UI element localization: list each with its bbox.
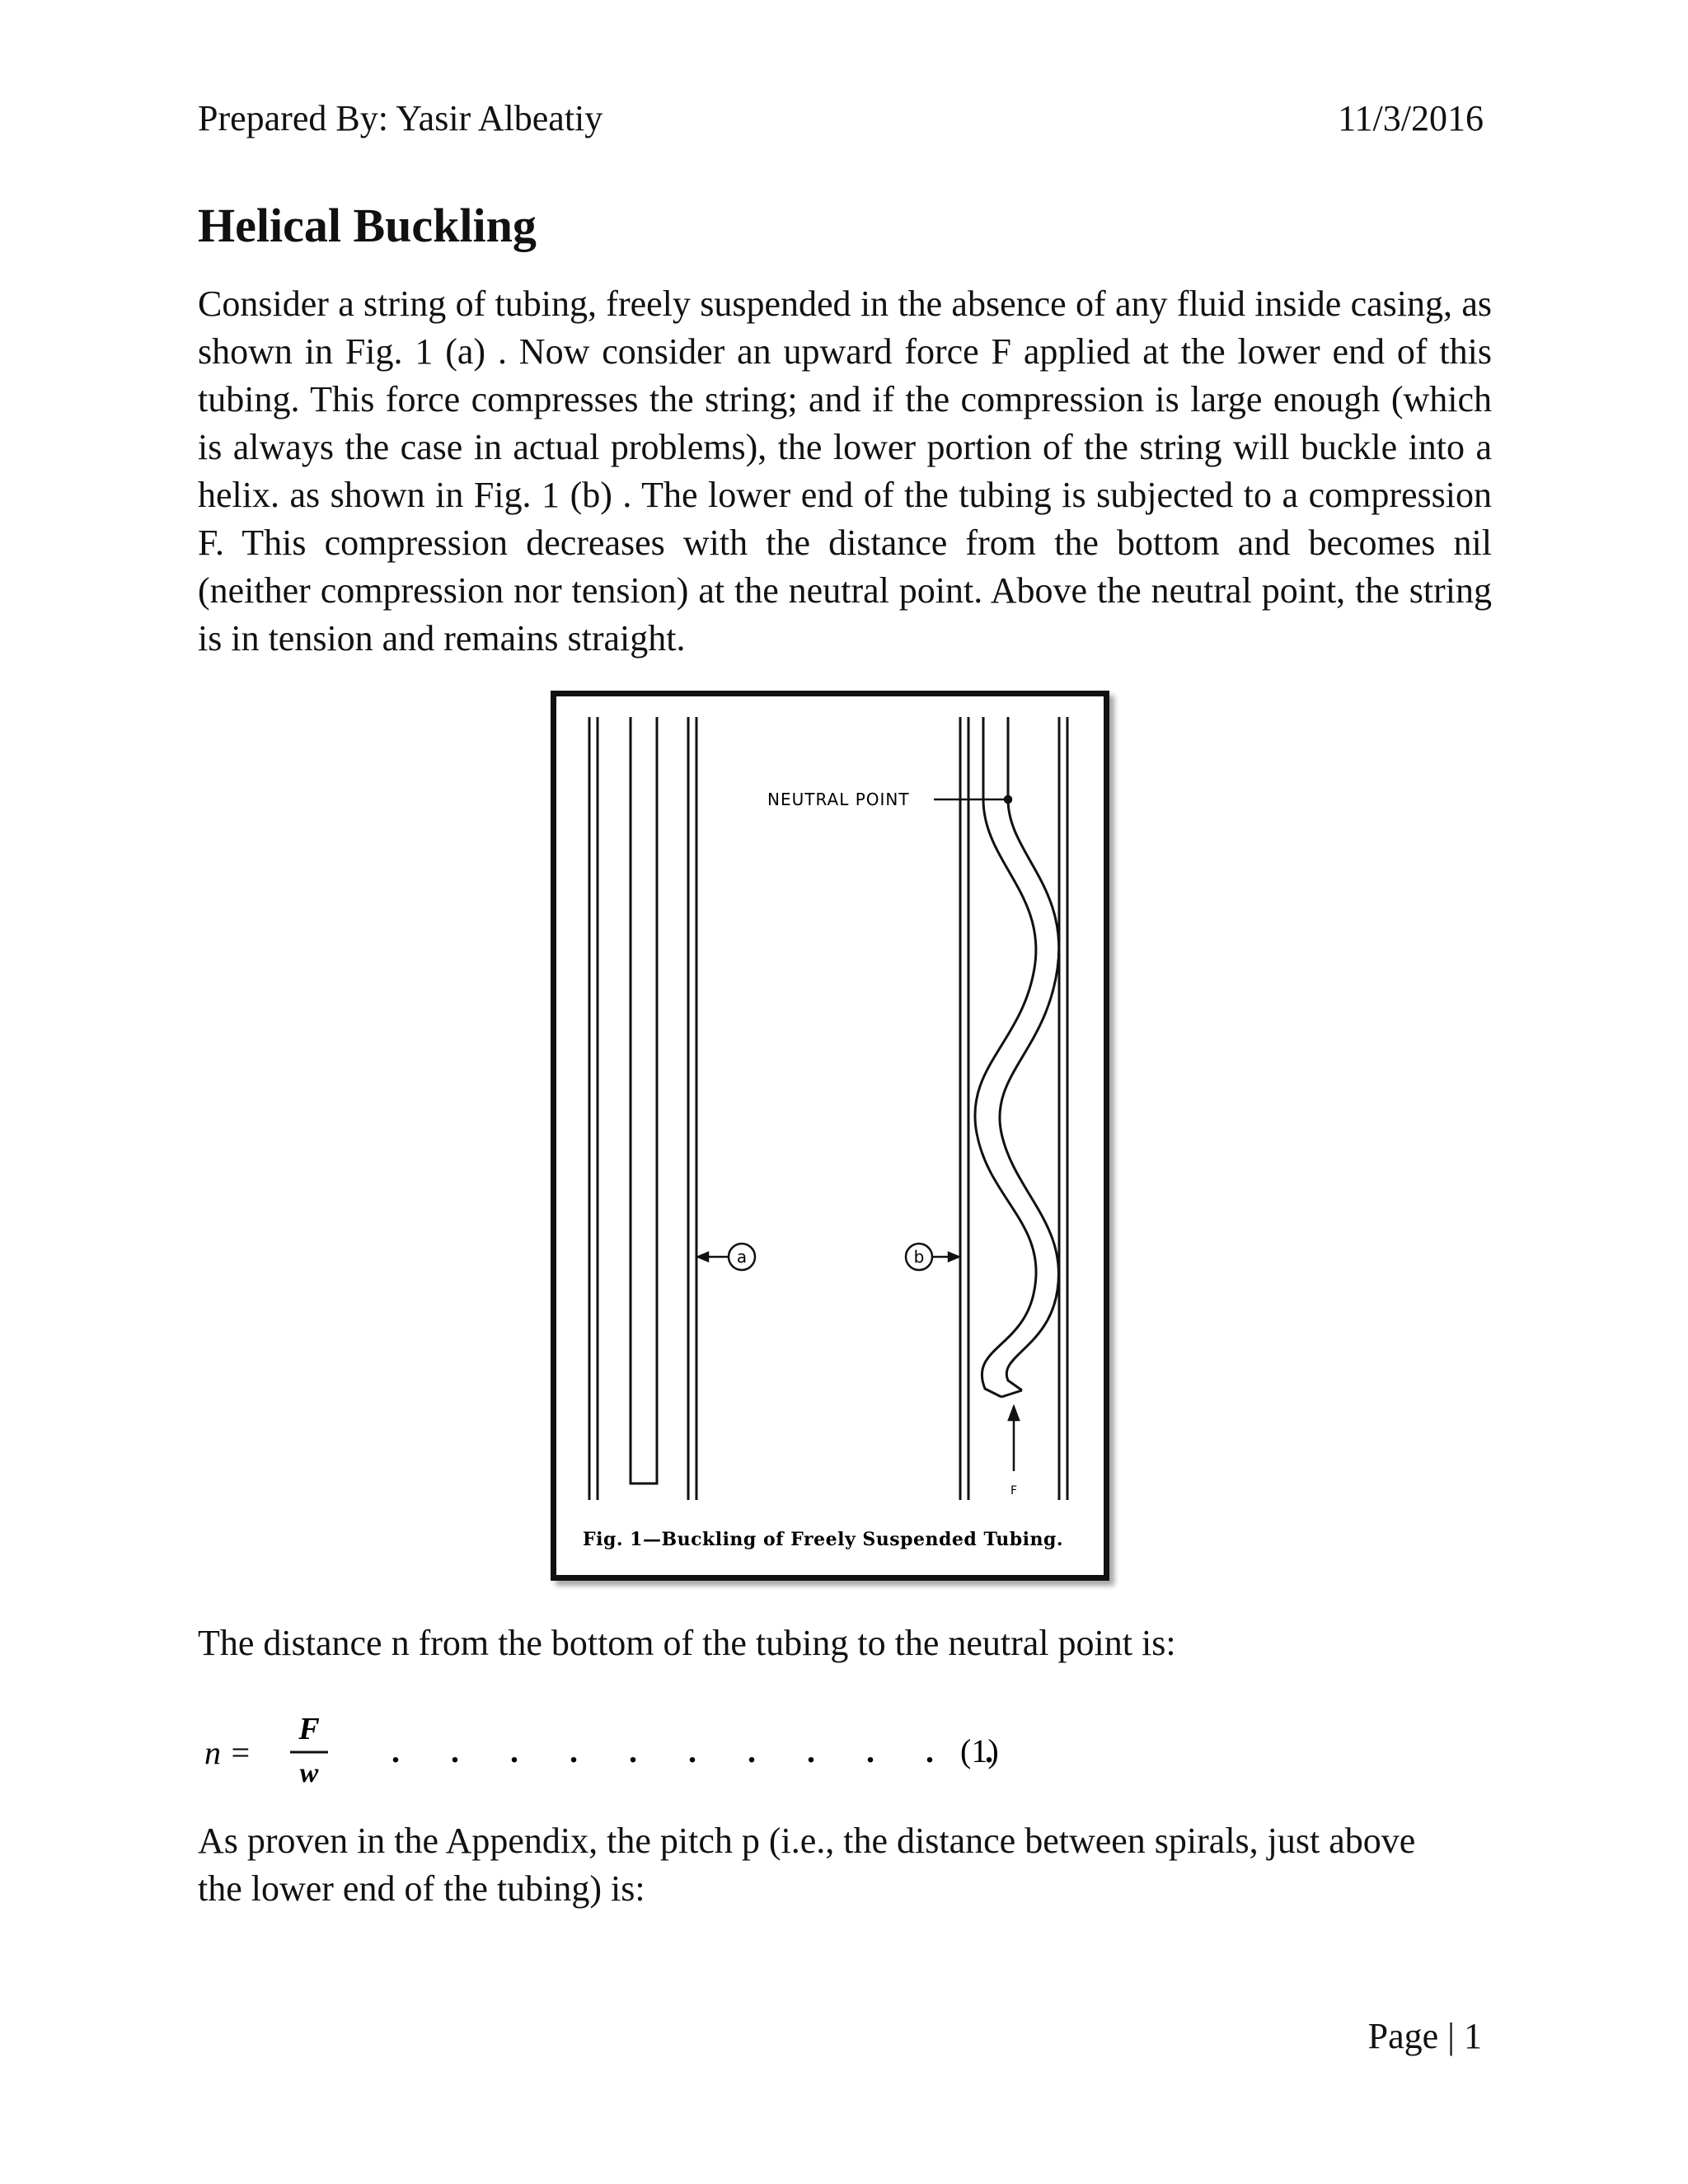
arrow-a-head: [698, 1253, 708, 1261]
figure-caption: Fig. 1—Buckling of Freely Suspended Tubing.: [583, 1529, 1064, 1550]
equation-dots: . . . . . . . . . . .: [392, 1732, 1015, 1769]
tubing-b-helix-left: [975, 799, 1036, 1397]
neutral-point-label: NEUTRAL POINT: [767, 790, 910, 809]
label-b: b: [913, 1247, 925, 1267]
tubing-b-helix-right: [1000, 799, 1059, 1390]
page-number: Page | 1: [1367, 2016, 1482, 2056]
equation-svg: [198, 1698, 1039, 1788]
intro-paragraph: Consider a string of tubing, freely suspended in the absence of any fluid inside casing, as shown in Fig. 1 (a) . Now consider an upward force F applied at the lower end of this tubing. This force compresses the string; and if the compression is large enough (which is always the case in actual problems), the lower portion of the string will buckle into a helix. as shown in Fig. 1 (b) . The lower end of the tubing is subjected to a compression F. This compression decreases with the distance from the bottom and becomes nil (neither compression nor tension) at the neutral point. Above the neutral point, the string is in tension and remains straight.: [198, 284, 1492, 658]
force-arrow-head: [1009, 1407, 1019, 1420]
equation-number: (1): [960, 1732, 999, 1769]
tubing-b-bottom: [1001, 1390, 1022, 1397]
pitch-paragraph: As proven in the Appendix, the pitch p (i.e., the distance between spirals, just above the lower end of the tubing) is:: [198, 1821, 1416, 1909]
arrow-b-head: [949, 1253, 959, 1261]
buckling-diagram-svg: [556, 696, 1104, 1575]
label-a: a: [736, 1247, 748, 1267]
equation-numerator: F: [298, 1712, 320, 1746]
figure-buckling-diagram: [551, 691, 1109, 1581]
equation-lhs: n =: [204, 1734, 251, 1771]
header-date: 11/3/2016: [1338, 98, 1484, 138]
force-label: F: [1010, 1484, 1018, 1497]
tubing-a-straight: [631, 717, 657, 1483]
page-title: Helical Buckling: [198, 199, 537, 252]
neutral-point-dot: [1005, 796, 1011, 803]
equation-1: [198, 1698, 1039, 1788]
distance-paragraph: The distance n from the bottom of the tubing to the neutral point is:: [198, 1623, 1176, 1663]
header-prepared-by: Prepared By: Yasir Albeatiy: [198, 98, 603, 138]
equation-denominator: w: [299, 1758, 319, 1788]
